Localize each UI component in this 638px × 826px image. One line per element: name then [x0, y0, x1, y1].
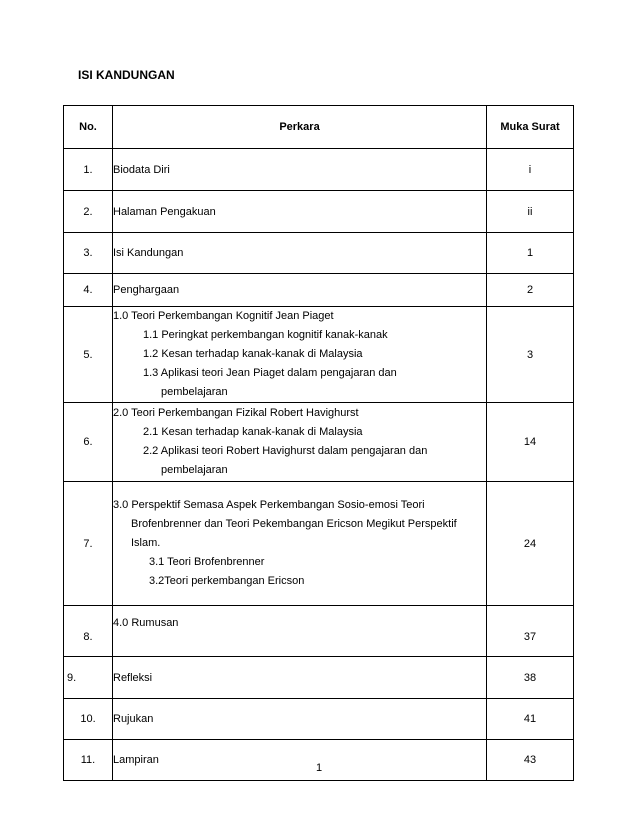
row-page: ii	[487, 191, 574, 233]
row-page: 2	[487, 274, 574, 307]
toc-line: 3.0 Perspektif Semasa Aspek Perkembangan Sosio-emosi Teori	[113, 499, 425, 511]
row-title: Isi Kandungan	[113, 233, 487, 274]
table-row	[64, 403, 574, 482]
table-row	[64, 606, 574, 657]
table-row	[64, 233, 574, 274]
row-number: 3.	[64, 233, 113, 274]
table-row	[64, 699, 574, 740]
table-row	[64, 191, 574, 233]
row-page: 24	[487, 482, 574, 606]
header-perkara: Perkara	[113, 106, 487, 149]
row-number	[64, 606, 113, 657]
table-row	[64, 740, 574, 781]
row-number: 5.	[64, 307, 113, 403]
toc-line: 3.1 Teori Brofenbrenner	[149, 556, 265, 568]
row-page: 3	[487, 307, 574, 403]
row-page: 14	[487, 403, 574, 482]
row-title: Halaman Pengakuan	[113, 191, 487, 233]
row-page: 41	[487, 699, 574, 740]
row-number-text: 8.	[83, 631, 93, 643]
table-row	[64, 274, 574, 307]
row-title	[113, 482, 487, 606]
row-number: 1.	[64, 149, 113, 191]
toc-line: 2.0 Teori Perkembangan Fizikal Robert Havighurst	[113, 407, 359, 419]
header-muka-surat: Muka Surat	[487, 106, 574, 149]
page-number: 1	[315, 762, 323, 774]
row-title-text: 4.0 Rumusan	[113, 617, 179, 629]
toc-line: 1.0 Teori Perkembangan Kognitif Jean Piaget	[113, 310, 334, 322]
row-number: 6.	[64, 403, 113, 482]
row-title: Refleksi	[113, 657, 487, 699]
row-page: i	[487, 149, 574, 191]
row-title: Lampiran	[113, 740, 487, 781]
table-row	[64, 657, 574, 699]
table-row	[64, 307, 574, 403]
row-number: 11.	[64, 740, 113, 781]
row-page	[487, 606, 574, 657]
row-title: Rujukan	[113, 699, 487, 740]
toc-table	[63, 105, 574, 781]
toc-line: 3.2Teori perkembangan Ericson	[149, 575, 305, 587]
row-title	[113, 403, 487, 482]
toc-line: Islam.	[131, 537, 161, 549]
row-number: 4.	[64, 274, 113, 307]
toc-line: 2.1 Kesan terhadap kanak-kanak di Malaysia	[143, 426, 363, 438]
header-no: No.	[64, 106, 113, 149]
toc-heading: ISI KANDUNGAN	[78, 68, 175, 82]
row-number: 2.	[64, 191, 113, 233]
row-page-text: 37	[523, 631, 537, 643]
toc-line: pembelajaran	[161, 386, 228, 398]
row-title	[113, 307, 487, 403]
row-page: 43	[487, 740, 574, 781]
row-page: 38	[487, 657, 574, 699]
toc-line: 1.3 Aplikasi teori Jean Piaget dalam pengajaran dan	[143, 367, 397, 379]
toc-line: 2.2 Aplikasi teori Robert Havighurst dalam pengajaran dan	[143, 445, 428, 457]
row-number: 7.	[64, 482, 113, 606]
row-page: 1	[487, 233, 574, 274]
table-row	[64, 482, 574, 606]
toc-line: Brofenbrenner dan Teori Pekembangan Ericson Megikut Perspektif	[131, 518, 457, 530]
table-row	[64, 149, 574, 191]
row-number: 9.	[64, 657, 113, 699]
toc-line: pembelajaran	[161, 464, 228, 476]
table-header-row	[64, 106, 574, 149]
row-title	[113, 606, 487, 657]
row-title: Biodata Diri	[113, 149, 487, 191]
row-title: Penghargaan	[113, 274, 487, 307]
row-number: 10.	[64, 699, 113, 740]
toc-line: 1.2 Kesan terhadap kanak-kanak di Malaysia	[143, 348, 363, 360]
toc-line: 1.1 Peringkat perkembangan kognitif kanak-kanak	[143, 329, 388, 341]
